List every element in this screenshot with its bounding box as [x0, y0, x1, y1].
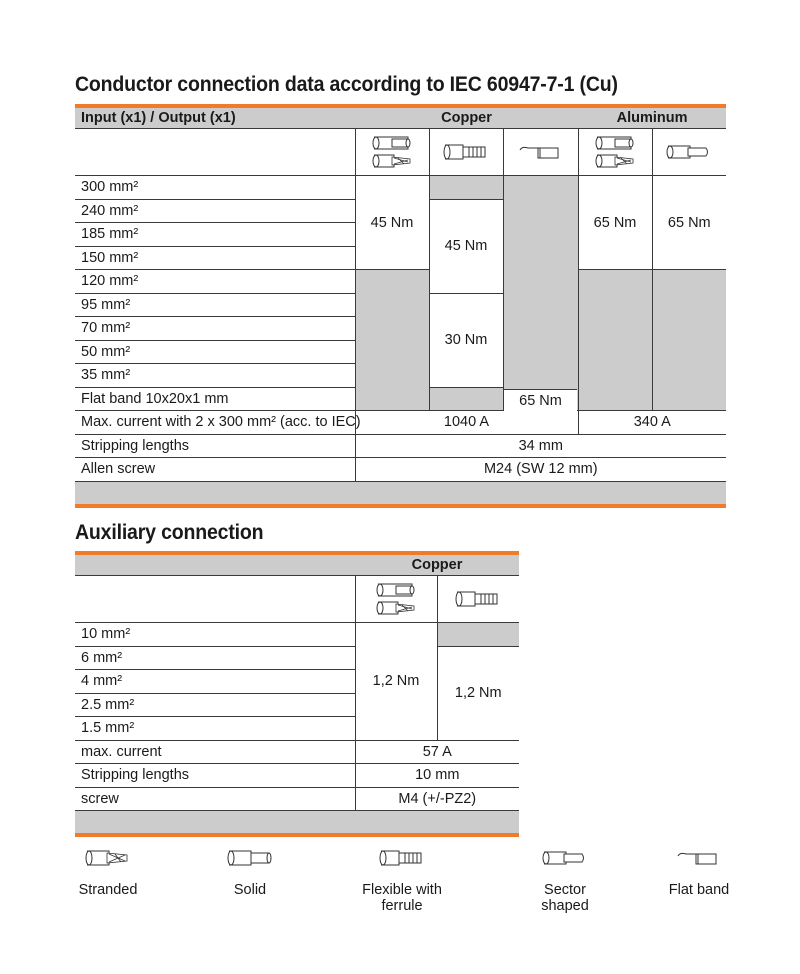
table-row: Max. current with 2 x 300 mm² (acc. to IEC) 1040 A 340 A	[75, 411, 726, 435]
table-row: 50 mm²	[75, 340, 726, 364]
table-row: screw M4 (+/-PZ2)	[75, 787, 519, 811]
value-strip-1: 34 mm	[355, 434, 726, 458]
table-row: 1.5 mm²	[75, 717, 519, 741]
aux-header-copper: Copper	[355, 553, 519, 576]
table-row: 10 mm² 1,2 Nm	[75, 623, 519, 647]
value-cu-ferrule-large: 45 Nm	[429, 199, 503, 293]
table-row: 35 mm²	[75, 364, 726, 388]
flatband-icon-cell	[503, 129, 578, 176]
solid-conductor-icon	[370, 133, 414, 171]
solid-icon	[225, 848, 275, 868]
flexible-ferrule-icon	[377, 848, 427, 868]
section1-title: Conductor connection data according to IEC 60947-7-1 (Cu)	[75, 73, 618, 96]
flat-band-icon	[516, 142, 566, 162]
ferrule-icon-cell	[429, 129, 503, 176]
section2-title: Auxiliary connection	[75, 521, 264, 544]
table-row: 300 mm² 45 Nm 65 Nm 65 Nm	[75, 176, 726, 200]
aux-value-current: 57 A	[355, 740, 519, 764]
conductor-legend	[0, 848, 800, 914]
table-row: Allen screw M24 (SW 12 mm)	[75, 458, 726, 482]
auxiliary-table	[75, 551, 519, 837]
legend-solid: Solid	[224, 848, 276, 898]
sector-shaped-icon	[664, 142, 714, 162]
table-row: 6 mm² 1,2 Nm	[75, 646, 519, 670]
legend-flat: Flat band	[668, 848, 730, 898]
aux-stranded-solid-icon	[374, 580, 418, 618]
table-row: 2.5 mm²	[75, 693, 519, 717]
al-stranded-solid-icon-cell	[578, 129, 652, 176]
aux-value-screw: M4 (+/-PZ2)	[355, 787, 519, 811]
stranded-solid-icon-cell	[355, 129, 429, 176]
table-row: Stripping lengths 34 mm	[75, 434, 726, 458]
sector-icon-cell	[652, 129, 726, 176]
aux-ferrule-icon	[453, 589, 503, 609]
sector-icon	[540, 848, 590, 868]
table-row: max. current 57 A	[75, 740, 519, 764]
legend-ferrule: Flexible with ferrule	[340, 848, 464, 914]
aux-header-row	[75, 553, 519, 576]
ferrule-icon	[441, 142, 491, 162]
legend-sector: Sector shaped	[520, 848, 610, 914]
aux-value-stranded-solid: 1,2 Nm	[355, 623, 437, 741]
table-row: Stripping lengths 10 mm	[75, 764, 519, 788]
aux-icon-row	[75, 576, 519, 623]
header-copper: Copper	[355, 106, 578, 129]
stranded-icon	[83, 848, 133, 868]
value-current-al: 340 A	[578, 411, 726, 435]
value-current-cu: 1040 A	[355, 411, 578, 435]
value-cu-stranded-solid: 45 Nm	[355, 176, 429, 270]
value-screw-1: M24 (SW 12 mm)	[355, 458, 726, 482]
stranded-conductor-icon	[593, 133, 637, 171]
header-aluminum: Aluminum	[578, 106, 726, 129]
table-row: 4 mm²	[75, 670, 519, 694]
table-header-row	[75, 106, 726, 129]
table-row: 120 mm²	[75, 270, 726, 294]
value-al-stranded-solid: 65 Nm	[578, 176, 652, 270]
table-row: 185 mm²	[75, 223, 726, 247]
legend-stranded: Stranded	[75, 848, 141, 898]
conductor-table	[75, 104, 726, 508]
aux-value-strip: 10 mm	[355, 764, 519, 788]
table-row: 70 mm²	[75, 317, 726, 341]
aux-value-ferrule: 1,2 Nm	[437, 646, 519, 740]
value-cu-flatband: 65 Nm	[504, 389, 577, 412]
value-cu-ferrule-small: 30 Nm	[429, 293, 503, 387]
value-al-sector: 65 Nm	[652, 176, 726, 270]
flat-icon	[674, 848, 724, 868]
icon-row	[75, 129, 726, 176]
table-row: Flat band 10x20x1 mm	[75, 387, 726, 411]
table-row: 240 mm² 45 Nm	[75, 199, 726, 223]
table-row: 150 mm²	[75, 246, 726, 270]
table-row: 95 mm² 30 Nm	[75, 293, 726, 317]
header-io: Input (x1) / Output (x1)	[75, 106, 355, 129]
